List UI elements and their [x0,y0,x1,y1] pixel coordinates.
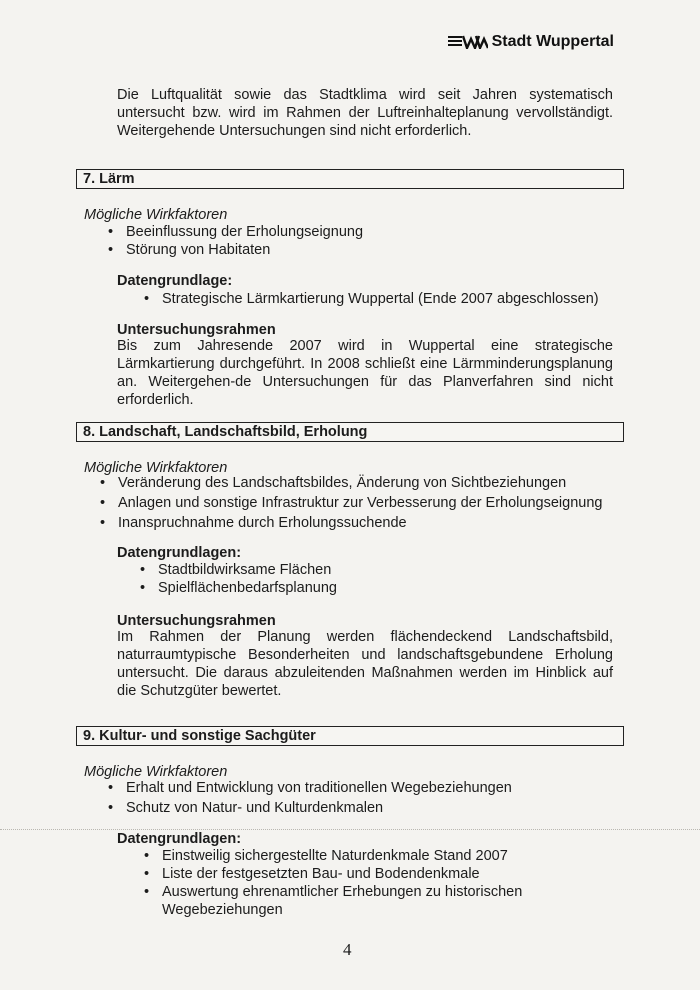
wirkfaktoren-heading: Mögliche Wirkfaktoren [84,207,228,223]
list-item: • Liste der festgesetzten Bau- und Bodendenkmale [144,865,544,883]
list-item: • Beeinflussung der Erholungseignung [108,223,363,241]
list-item: • Einstweilig sichergestellte Naturdenkmale Stand 2007 [144,847,544,865]
list-item: • Schutz von Natur- und Kulturdenkmalen [108,799,512,817]
datengrundlagen-heading: Datengrundlagen: [117,831,242,847]
list-item: • Auswertung ehrenamtlicher Erhebungen zu historischen Wegebeziehungen [144,883,544,919]
datengrundlagen-list [140,561,337,597]
wirkfaktoren-list [108,779,512,817]
wirkfaktoren-list [100,474,610,532]
section-heading-landschaft: 8. Landschaft, Landschaftsbild, Erholung [76,422,624,442]
list-item: • Stadtbildwirksame Flächen [140,561,337,579]
datengrundlage-list [144,290,599,308]
datengrundlagen-heading: Datengrundlagen: [117,545,242,561]
datengrundlagen-list [144,847,544,919]
list-item: • Inanspruchnahme durch Erholungssuchende [100,514,610,532]
wirkfaktoren-list [108,223,363,259]
list-item: • Strategische Lärmkartierung Wuppertal (Ende 2007 abgeschlossen) [144,290,599,308]
scan-divider [0,829,700,830]
wirkfaktoren-heading: Mögliche Wirkfaktoren [84,764,228,780]
page-number: 4 [343,940,352,959]
logo-text: Stadt Wuppertal [491,33,614,50]
datengrundlage-heading: Datengrundlage: [117,273,233,289]
city-logo [448,33,614,51]
section-heading-kultur: 9. Kultur- und sonstige Sachgüter [76,726,624,746]
untersuchungsrahmen-text: Bis zum Jahresende 2007 wird in Wuppertal eine strategische Lärmkartierung durchgeführt. In 2008 schließt eine Lärmminderungsplanung an. Weitergehen-de Untersuchungen für das Planverfahren sind nicht erforderlich. [117,338,613,408]
list-item: • Störung von Habitaten [108,241,363,259]
list-item: • Anlagen und sonstige Infrastruktur zur Verbesserung der Erholungseignung [100,494,610,512]
list-item: • Veränderung des Landschaftsbildes, Änderung von Sichtbeziehungen [100,474,610,492]
untersuchungsrahmen-text: Im Rahmen der Planung werden flächendeckend Landschaftsbild, naturraumtypische Besonderheiten und landschaftsgebundene Erholung untersucht. Die daraus abzuleitenden Maßnahmen werden im Hinblick auf die Schutzgüter bewertet. [117,629,613,699]
section-heading-laerm: 7. Lärm [76,169,624,189]
intro-paragraph: Die Luftqualität sowie das Stadtklima wird seit Jahren systematisch untersucht bzw. wird im Rahmen der Luftreinhalteplanung vervollständigt. Weitergehende Untersuchungen sind nicht erforderlich. [117,87,613,139]
untersuchungsrahmen-heading: Untersuchungsrahmen [117,613,276,629]
wuppertal-logo-icon [448,35,488,49]
list-item: • Spielflächenbedarfsplanung [140,579,337,597]
untersuchungsrahmen-heading: Untersuchungsrahmen [117,322,276,338]
wirkfaktoren-heading: Mögliche Wirkfaktoren [84,460,228,476]
list-item: • Erhalt und Entwicklung von traditionellen Wegebeziehungen [108,779,512,797]
